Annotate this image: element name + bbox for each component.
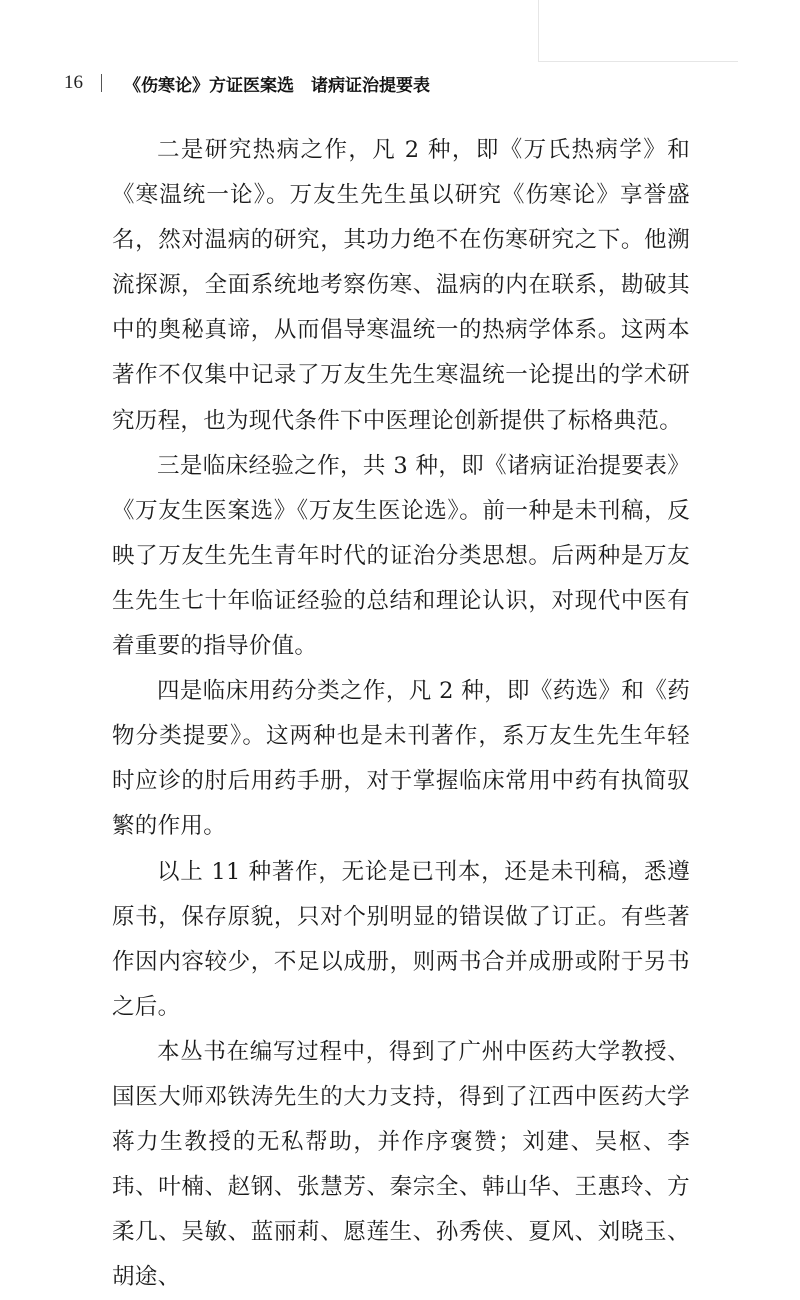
page-number: 16 [64, 72, 83, 93]
header-divider [101, 74, 102, 92]
body-text [112, 128, 690, 1300]
running-title: 《伤寒论》方证医案选 诸病证治提要表 [124, 75, 430, 96]
paragraph: 本丛书在编写过程中，得到了广州中医药大学教授、国医大师邓铁涛先生的大力支持，得到了江西中医药大学蒋力生教授的无私帮助，并作序褒赞；刘建、吴枢、李玮、叶楠、赵钢、张慧芳、秦宗全、韩山华、王惠玲、方柔几、吴敏、蓝丽莉、愿莲生、孙秀侠、夏风、刘晓玉、胡途、 [112, 1038, 690, 1291]
paragraph: 四是临床用药分类之作，凡 2 种，即《药选》和《药物分类提要》。这两种也是未刊著作，系万友生先生年轻时应诊的肘后用药手册，对于掌握临床常用中药有执简驭繁的作用。 [112, 678, 690, 840]
paragraph: 以上 11 种著作，无论是已刊本，还是未刊稿，悉遵原书，保存原貌，只对个别明显的错误做了订正。有些著作因内容较少，不足以成册，则两书合并成册或附于另书之后。 [112, 858, 690, 1020]
paragraph: 三是临床经验之作，共 3 种，即《诸病证治提要表》《万友生医案选》《万友生医论选》。前一种是未刊稿，反映了万友生先生青年时代的证治分类思想。后两种是万友生先生七十年临证经验的总结和理论认识，对现代中医有着重要的指导价值。 [112, 452, 690, 660]
running-header [64, 68, 430, 98]
paragraph: 二是研究热病之作，凡 2 种，即《万氏热病学》和《寒温统一论》。万友生先生虽以研究《伤寒论》享誉盛名，然对温病的研究，其功力绝不在伤寒研究之下。他溯流探源，全面系统地考察伤寒、温病的内在联系，勘破其中的奥秘真谛，从而倡导寒温统一的热病学体系。这两本著作不仅集中记录了万友生先生寒温统一论提出的学术研究历程，也为现代条件下中医理论创新提供了标格典范。 [112, 137, 690, 434]
corner-frame [538, 0, 738, 62]
